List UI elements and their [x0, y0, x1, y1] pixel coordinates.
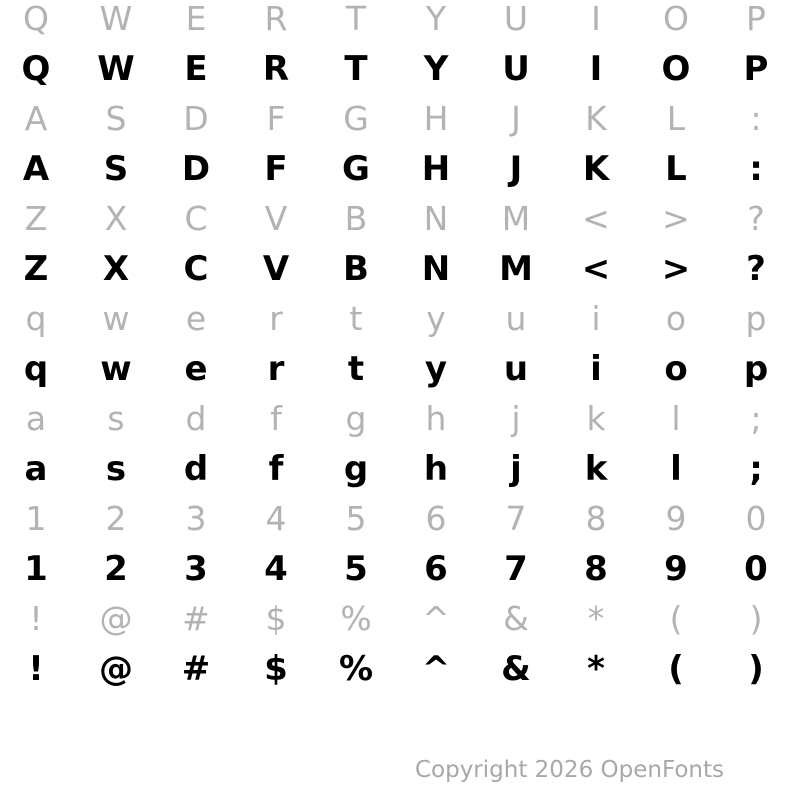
glyph: A: [24, 99, 48, 138]
glyph-row-bold: [0, 244, 800, 294]
glyph: 2: [104, 549, 128, 589]
glyph: a: [25, 399, 47, 438]
glyph: 9: [665, 499, 687, 538]
glyph: S: [105, 99, 127, 138]
glyph-row-gray: [0, 594, 800, 644]
glyph: N: [421, 249, 451, 289]
glyph: K: [582, 149, 610, 189]
glyph: 4: [265, 499, 287, 538]
glyph: d: [185, 399, 207, 438]
glyph: W: [97, 49, 135, 89]
glyph: T: [344, 49, 368, 89]
glyph: H: [421, 149, 451, 189]
glyph: ;: [749, 449, 763, 489]
glyph: S: [103, 149, 129, 189]
glyph: U: [502, 49, 530, 89]
glyph: T: [345, 0, 367, 38]
glyph: E: [185, 0, 207, 38]
glyph: ^: [422, 599, 450, 638]
glyph: Q: [21, 49, 51, 89]
glyph: s: [105, 449, 127, 489]
glyph: Z: [23, 249, 49, 289]
glyph: X: [104, 199, 128, 238]
glyph: Y: [423, 49, 449, 89]
glyph: <: [581, 249, 611, 289]
glyph: r: [269, 299, 283, 338]
glyph: 6: [424, 549, 448, 589]
glyph: e: [185, 299, 207, 338]
glyph: E: [184, 49, 208, 89]
glyph: <: [582, 199, 610, 238]
glyph-row-bold: [0, 144, 800, 194]
glyph: M: [499, 249, 533, 289]
glyph: V: [262, 249, 290, 289]
glyph: 7: [504, 549, 528, 589]
glyph: >: [661, 249, 691, 289]
glyph: C: [184, 199, 208, 238]
glyph: h: [425, 399, 447, 438]
glyph: e: [184, 349, 208, 389]
glyph: g: [345, 399, 367, 438]
glyph: :: [749, 149, 763, 189]
glyph: L: [665, 149, 687, 189]
glyph: 8: [585, 499, 607, 538]
glyph: y: [424, 349, 448, 389]
glyph: w: [100, 349, 132, 389]
glyph: a: [24, 449, 48, 489]
glyph: D: [183, 99, 209, 138]
glyph-row-gray: [0, 294, 800, 344]
glyph: %: [340, 599, 372, 638]
glyph: r: [267, 349, 285, 389]
glyph: O: [663, 0, 689, 38]
glyph: ): [749, 599, 763, 638]
glyph: H: [423, 99, 449, 138]
glyph: N: [423, 199, 449, 238]
glyph: o: [664, 349, 688, 389]
glyph: K: [585, 99, 607, 138]
glyph: *: [587, 599, 605, 638]
glyph: f: [270, 399, 282, 438]
glyph: k: [586, 399, 606, 438]
glyph: g: [343, 449, 369, 489]
glyph: u: [505, 299, 527, 338]
glyph: $: [264, 649, 288, 689]
glyph: t: [347, 349, 365, 389]
glyph: B: [343, 249, 369, 289]
glyph: u: [503, 349, 529, 389]
glyph: O: [661, 49, 691, 89]
glyph-row-gray: [0, 0, 800, 44]
glyph: R: [262, 49, 290, 89]
glyph: J: [511, 99, 521, 138]
glyph: i: [591, 299, 601, 338]
glyph: C: [183, 249, 209, 289]
glyph: 3: [184, 549, 208, 589]
glyph: 5: [345, 499, 367, 538]
glyph: s: [107, 399, 125, 438]
glyph: 1: [24, 549, 48, 589]
glyph: &: [501, 649, 531, 689]
glyph: X: [102, 249, 130, 289]
glyph: U: [503, 0, 529, 38]
glyph: ?: [746, 249, 766, 289]
glyph: W: [99, 0, 133, 38]
glyph: 9: [664, 549, 688, 589]
glyph: y: [426, 299, 446, 338]
glyph: @: [99, 649, 133, 689]
glyph: &: [503, 599, 529, 638]
glyph: :: [750, 99, 762, 138]
glyph: l: [670, 449, 682, 489]
glyph: 0: [745, 499, 767, 538]
glyph-row-bold: [0, 344, 800, 394]
glyph: Q: [23, 0, 49, 38]
glyph: 7: [505, 499, 527, 538]
glyph: q: [23, 349, 49, 389]
glyph: ^: [421, 649, 451, 689]
glyph: q: [25, 299, 47, 338]
glyph: I: [591, 0, 601, 38]
glyph: 1: [25, 499, 47, 538]
glyph-row-gray: [0, 94, 800, 144]
glyph-row-bold: [0, 644, 800, 694]
glyph: 0: [744, 549, 768, 589]
glyph: ?: [747, 199, 765, 238]
glyph: t: [349, 299, 363, 338]
glyph: j: [511, 399, 521, 438]
glyph: L: [666, 99, 686, 138]
glyph: d: [183, 449, 209, 489]
glyph: Y: [425, 0, 447, 38]
glyph: D: [181, 149, 211, 189]
glyph: 3: [185, 499, 207, 538]
glyph: w: [102, 299, 130, 338]
glyph: h: [423, 449, 449, 489]
glyph: V: [264, 199, 288, 238]
glyph: #: [182, 599, 210, 638]
glyph: I: [589, 49, 603, 89]
glyph: *: [587, 649, 605, 689]
glyph: G: [342, 149, 370, 189]
glyph: i: [590, 349, 602, 389]
glyph: %: [338, 649, 374, 689]
glyph-row-bold: [0, 544, 800, 594]
glyph: P: [743, 49, 769, 89]
glyph: 2: [105, 499, 127, 538]
glyph: k: [584, 449, 608, 489]
glyph: @: [99, 599, 133, 638]
glyph: $: [265, 599, 287, 638]
glyph: p: [743, 349, 769, 389]
glyph: (: [668, 649, 684, 689]
glyph: P: [746, 0, 766, 38]
glyph: ;: [750, 399, 762, 438]
glyph: F: [264, 149, 288, 189]
glyph: (: [669, 599, 683, 638]
glyph: !: [28, 649, 44, 689]
glyph: #: [181, 649, 211, 689]
glyph: !: [29, 599, 43, 638]
glyph-row-gray: [0, 194, 800, 244]
glyph: 5: [344, 549, 368, 589]
glyph: J: [509, 149, 523, 189]
glyph: F: [266, 99, 286, 138]
glyph: 4: [264, 549, 288, 589]
glyph: 6: [425, 499, 447, 538]
glyph: M: [501, 199, 531, 238]
glyph: 8: [584, 549, 608, 589]
glyph-row-bold: [0, 444, 800, 494]
glyph: o: [665, 299, 687, 338]
glyph-row-gray: [0, 494, 800, 544]
glyph: l: [671, 399, 681, 438]
glyph: p: [745, 299, 767, 338]
glyph-row-bold: [0, 44, 800, 94]
glyph: A: [22, 149, 50, 189]
glyph: R: [264, 0, 288, 38]
glyph-row-gray: [0, 394, 800, 444]
glyph: Z: [24, 199, 48, 238]
glyph: f: [268, 449, 284, 489]
glyph: ): [748, 649, 764, 689]
glyph: >: [662, 199, 690, 238]
glyph: G: [343, 99, 369, 138]
copyright-text: Copyright 2026 OpenFonts: [414, 757, 724, 783]
glyph: B: [344, 199, 368, 238]
glyph: j: [510, 449, 522, 489]
